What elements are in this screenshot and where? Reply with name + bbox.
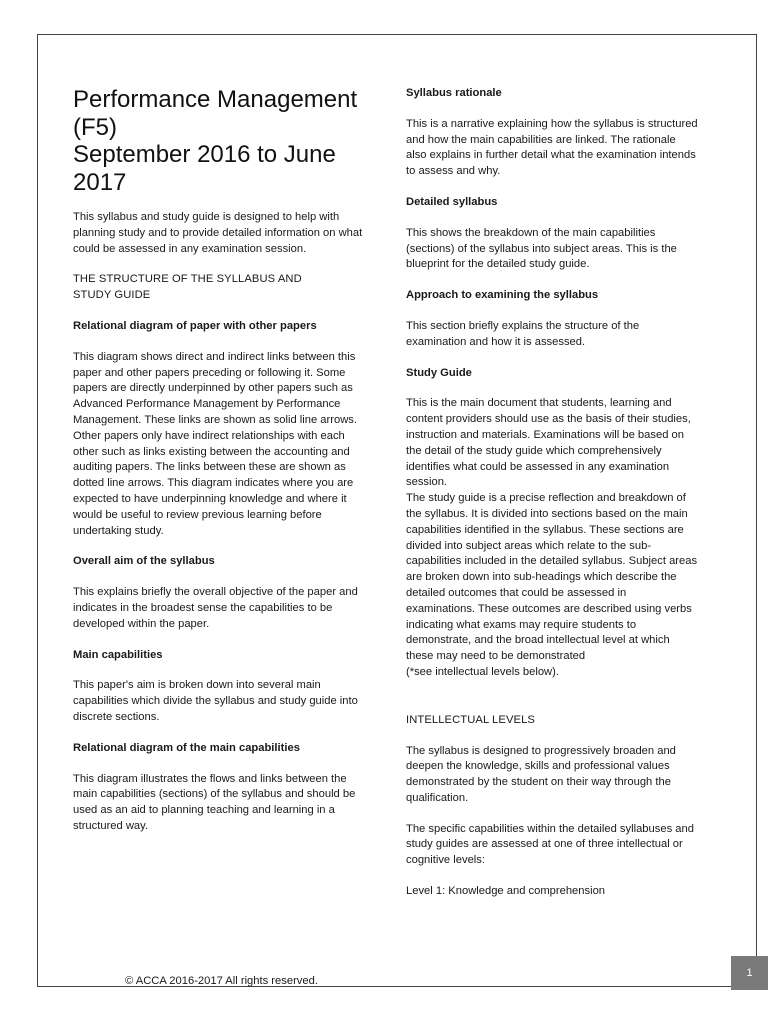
rationale-heading: Syllabus rationale xyxy=(406,87,502,99)
title-line-3: September 2016 to June xyxy=(73,141,336,168)
page-number: 1 xyxy=(731,956,768,990)
detailed-syllabus-paragraph: This shows the breakdown of the main capabilities (sections) of the syllabus into subject areas. This is the blueprint for the detailed study guide. xyxy=(406,226,677,271)
document-title xyxy=(73,86,365,196)
structure-heading-line-1: THE STRUCTURE OF THE SYLLABUS AND xyxy=(73,273,302,286)
title-line-4: 2017 xyxy=(73,168,127,196)
level-1-text: Level 1: Knowledge and comprehension xyxy=(406,885,606,898)
right-column xyxy=(406,86,698,915)
relational-capabilities-paragraph: This diagram illustrates the flows and links between the main capabilities (sections) of the syllabus and should be used as an aid to planning teaching and learning in a structured way. xyxy=(73,772,356,832)
rationale-paragraph: This is a narrative explaining how the syllabus is structured and how the main capabilities are linked. The rationale also explains in further detail what the examination intends to assess and why. xyxy=(406,117,698,178)
structure-heading-line-2: STUDY GUIDE xyxy=(73,289,151,302)
study-guide-heading: Study Guide xyxy=(406,366,472,379)
title-line-1: Performance Management xyxy=(73,86,358,113)
approach-heading: Approach to examining the syllabus xyxy=(406,289,599,302)
main-capabilities-paragraph: This paper's aim is broken down into several main capabilities which divide the syllabus and study guide into discrete sections. xyxy=(73,679,358,723)
approach-paragraph: This section briefly explains the structure of the examination and how it is assessed. xyxy=(406,319,640,348)
main-capabilities-heading: Main capabilities xyxy=(73,648,163,661)
copyright-footer: © ACCA 2016-2017 All rights reserved. xyxy=(125,975,318,987)
detailed-syllabus-heading: Detailed syllabus xyxy=(406,195,498,208)
study-guide-note: (*see intellectual levels below). xyxy=(406,665,559,678)
overall-aim-heading: Overall aim of the syllabus xyxy=(73,555,215,568)
intellectual-levels-paragraph-1: The syllabus is designed to progressively broaden and deepen the knowledge, skills and professional values demonstrated by the student on their way through the qualification. xyxy=(406,744,676,804)
relational-papers-heading: Relational diagram of paper with other papers xyxy=(73,319,317,332)
title-line-2: (F5) xyxy=(73,113,117,141)
study-guide-paragraph-2: The study guide is a precise reflection and breakdown of the syllabus. It is divided into sections based on the main capabilities identified in the syllabus. These sections are divided into subject areas which relate to the sub-capabilities included in the detailed syllabus. Subject areas are broken down into sub-headings which describe the detailed outcomes that could be assessed in examinations. These outcomes are described using verbs indicating what exams may require students to demonstrate, and the broad intellectual level at which these may need to be demonstrated xyxy=(406,492,698,663)
intellectual-levels-heading: INTELLECTUAL LEVELS xyxy=(406,713,535,726)
relational-capabilities-heading: Relational diagram of the main capabilities xyxy=(73,741,300,754)
intellectual-levels-paragraph-2: The specific capabilities within the detailed syllabuses and study guides are assessed at one of three intellectual or cognitive levels: xyxy=(406,822,694,867)
intro-paragraph: This syllabus and study guide is designed to help with planning study and to provide detailed information on what could be assessed in any examination session. xyxy=(73,211,363,255)
structure-heading xyxy=(73,272,365,304)
relational-papers-paragraph: This diagram shows direct and indirect links between this paper and other papers preceding or following it. Some papers are directly underpinned by other papers such as Advanced Performance Management by Performance Management. These links are shown as solid line arrows. Other papers only have indirect relationships with each other such as links existing between the accounting and auditing papers. The links between these are shown as dotted line arrows. This diagram indicates where you are expected to have underpinning knowledge and where it would be useful to review previous learning before undertaking study. xyxy=(73,350,357,537)
overall-aim-paragraph: This explains briefly the overall objective of the paper and indicates in the broadest sense the capabilities to be developed within the paper. xyxy=(73,586,358,630)
study-guide-paragraph-1: This is the main document that students, learning and content providers should use as the basis of their studies, instruction and materials. Examinations will be based on the detail of the study guide which comprehensively identifies what could be assessed in any examination session. xyxy=(406,397,691,489)
left-column xyxy=(73,86,365,850)
